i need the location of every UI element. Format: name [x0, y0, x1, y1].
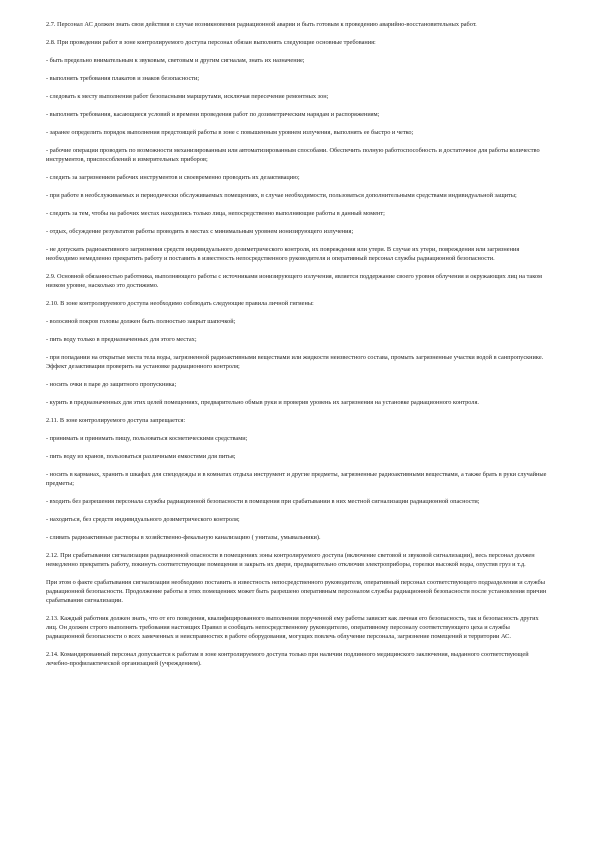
paragraph-2-7: 2.7. Персонал АС должен знать свои действия в случае возникновения радиационной аварии и быть готовым к проведению аварийно-восстановительных работ.	[46, 21, 477, 28]
list-item: - курить в предназначенных для этих целей помещениях, предварительно обмыв руки и проверив уровень их загрязнения на установке радиационного контроля.	[46, 399, 479, 406]
list-item: - следить за тем, чтобы на рабочих местах находились только лица, непосредственно выполняющие работы в данный момент;	[46, 210, 385, 217]
paragraph-2-13: 2.13. Каждый работник должен знать, что от его поведения, квалифицированного выполнения порученной ему работы зависит как личная его безопасность, так и безопасность других лиц. Он должен строго выполнять требования настоящих Правил и сообщать непосредственному руководителю, оперативному персоналу соответствующего цеха и службы радиационной безопасности о всех замеченных и неисправностях в работе оборудования, могущих повлечь облучение персонала, загрязнение помещений и территории АС.	[46, 615, 539, 640]
list-item: - носить в карманах, хранить в шкафах для спецодежды и в комнатах отдыха инструмент и другие предметы, загрязненные радиоактивными веществами, а также брать в руки случайные предметы;	[46, 471, 547, 487]
paragraph-2-11: 2.11. В зоне контролируемого доступа запрещается:	[46, 417, 186, 424]
list-item: - входить без разрешения персонала службы радиационной безопасности в помещения при срабатывании в них местной сигнализации радиационной опасности;	[46, 498, 480, 505]
list-item: - не допускать радиоактивного загрязнения средств индивидуального дозиметрического контроля, их повреждения или утери. В случае их утери, повреждения или загрязнения необходимо немедленно прекратить работу и поставить в известность непосредственного руководителя и оперативный персонал службы радиационной безопасности.	[46, 246, 520, 262]
paragraph-2-10: 2.10. В зоне контролируемого доступа необходимо соблюдать следующие правила личной гигиены:	[46, 300, 314, 307]
paragraph-2-12: 2.12. При срабатывании сигнализации радиационной опасности в помещениях зоны контролируемого доступа (включение световой и звуковой сигнализации), весь персонал должен немедленно прекратить работу, покинуть соответствующие помещения и закрыть их двери, предварительно отключив электроприборы, горелки высокой воды, опустив груз и т.д.	[46, 552, 535, 568]
list-item: - рабочие операции проводить по возможности механизированным или автоматизированным способами. Обеспечить полную работоспособность и достаточное для работы количество инструментов, приспособлений и измерительных приборов;	[46, 147, 540, 163]
list-item: - волосяной покров головы должен быть полностью закрыт шапочкой;	[46, 318, 236, 325]
paragraph-2-12-continued: При этом о факте срабатывания сигнализации необходимо поставить в известность непосредственного руководителя, оперативный персонал соответствующего подразделения и службы радиационной безопасности. Продолжение работы в этих помещениях может быть разрешено оперативным персоналом службы радиационной безопасности после установления причин срабатывания сигнализации.	[46, 579, 547, 604]
list-item: - следовать к месту выполнения работ безопасными маршрутами, исключая пересечение ремонтных зон;	[46, 93, 329, 100]
list-item: - сливать радиоактивные растворы в хозяйственно-фекальную канализацию ( унитазы, умывальники).	[46, 534, 321, 541]
list-item: - заранее определить порядок выполнения предстоящей работы в зоне с повышенным уровнем излучения, выполнять ее быстро и четко;	[46, 129, 414, 136]
list-item: - при работе в необслуживаемых и периодически обслуживаемых помещениях, в случае необходимости, пользоваться дополнительными средствами индивидуальной защиты;	[46, 192, 517, 199]
list-item: - выполнять требования плакатов и знаков безопасности;	[46, 75, 200, 82]
list-item: - носить очки в паре до защитного пропускника;	[46, 381, 177, 388]
paragraph-2-14: 2.14. Командированный персонал допускается к работам в зоне контролируемого доступа только при наличии подлинного медицинского заключения, выданного соответствующей лечебно-профилактической организацией (учреждением).	[46, 651, 529, 667]
paragraph-2-9: 2.9. Основной обязанностью работника, выполняющего работы с источниками ионизирующего излучения, является поддержание своего уровня облучения и окружающих лиц на таком низком уровне, насколько это достижимо.	[46, 273, 542, 289]
list-item: - следить за загрязнением рабочих инструментов и своевременно проводить их дезактивацию;	[46, 174, 300, 181]
list-item: - пить воду только в предназначенных для этого местах;	[46, 336, 197, 343]
list-item: - быть предельно внимательным к звуковым, световым и другим сигналам, знать их назначение;	[46, 57, 305, 64]
list-item: - пить воду из кранов, пользоваться различными емкостями для питья;	[46, 453, 236, 460]
list-item: - выполнять требования, касающиеся условий и времени проведения работ по дозиметрическим нарядам и распоряжениям;	[46, 111, 380, 118]
list-item: - принимать и принимать пищу, пользоваться косметическими средствами;	[46, 435, 248, 442]
list-item: - находиться, без средств индивидуального дозиметрического контроля;	[46, 516, 240, 523]
list-item: - отдых, обсуждение результатов работы проводить в местах с минимальным уровнем ионизирующего излучения;	[46, 228, 354, 235]
list-item: - при попадании на открытые места тела воды, загрязненной радиоактивными веществами или жидкости неизвестного состава, промыть загрязненные участки водой в санпропускнике. Эффект дезактивации проверить на установке радиационного контроля;	[46, 354, 544, 370]
paragraph-2-8: 2.8. При проведении работ в зоне контролируемого доступа персонал обязан выполнять следующие основные требования:	[46, 39, 376, 46]
